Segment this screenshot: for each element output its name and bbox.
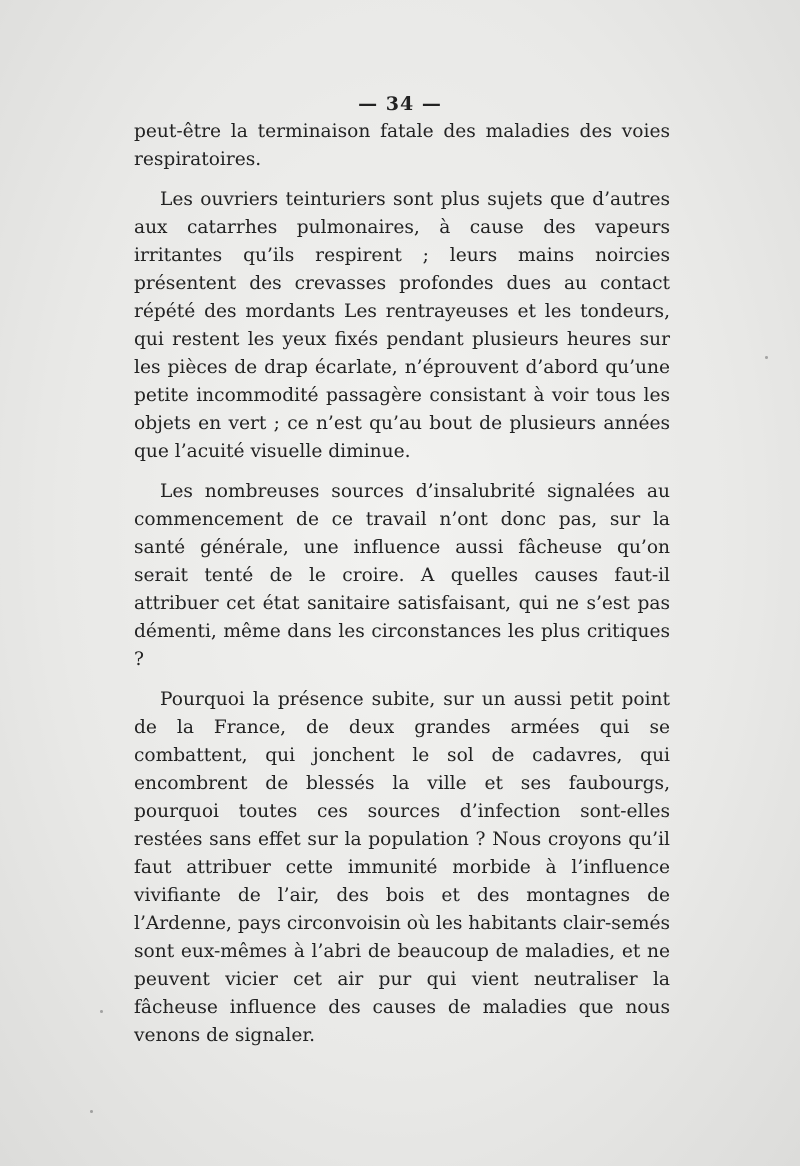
paragraph-2: Les ouvriers teinturiers sont plus sujets que d’autres aux catarrhes pulmonaires, à cause des vapeurs irritantes qu’ils respirent ; leurs mains noircies présentent des crevasses profondes dues au contact répété des mordants Les rentrayeuses et les tondeurs, qui restent les yeux fixés pendant plusieurs heures sur les pièces de drap écarlate, n’éprouvent d’abord qu’une petite incommodité passagère consistant à voir tous les objets en vert ; ce n’est qu’au bout de plusieurs années que l’acuité visuelle diminue.	[134, 189, 670, 462]
page-number: — 34 —	[358, 93, 442, 115]
paragraph-4: Pourquoi la présence subite, sur un aussi petit point de la France, de deux grandes armées qui se combattent, qui jonchent le sol de cadavres, qui encombrent de blessés la ville et ses faubourgs, pourquoi toutes ces sources d’infection sont-elles restées sans effet sur la population ? Nous croyons qu’il faut attribuer cette immunité morbide à l’influence vivifiante de l’air, des bois et des montagnes de l’Ardenne, pays circonvoisin où les habitants clair-semés sont eux-mêmes à l’abri de beaucoup de maladies, et ne peuvent vicier cet air pur qui vient neutraliser la fâcheuse influence des causes de maladies que nous venons de signaler.	[134, 689, 670, 1046]
paper-speck	[100, 1010, 103, 1013]
body-text	[134, 118, 670, 1062]
paper-speck	[765, 356, 768, 359]
paper-speck	[90, 1110, 93, 1113]
paragraph-1: peut-être la terminaison fatale des maladies des voies respiratoires.	[134, 121, 670, 170]
paragraph-3: Les nombreuses sources d’insalubrité signalées au commencement de ce travail n’ont donc pas, sur la santé générale, une influence aussi fâcheuse qu’on serait tenté de le croire. A quelles causes faut-il attribuer cet état sanitaire satisfaisant, qui ne s’est pas démenti, même dans les circonstances les plus critiques ?	[134, 481, 670, 670]
